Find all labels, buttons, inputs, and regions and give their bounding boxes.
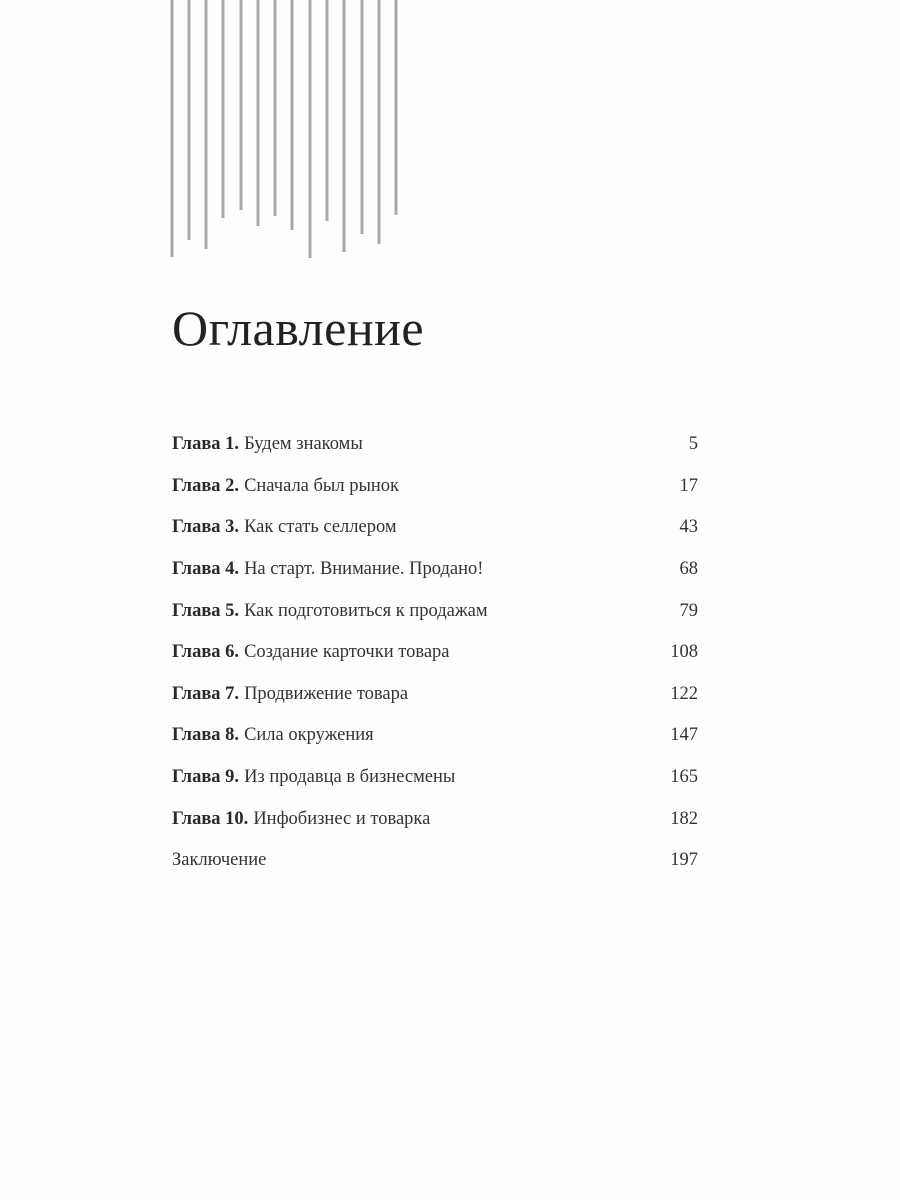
toc-entry-label [172,601,488,622]
toc-chapter-title: Как стать селлером [244,517,397,538]
decorative-vertical-lines [0,0,420,270]
toc-chapter-number: Глава 9. [172,767,240,788]
toc-page-number: 5 [688,434,698,455]
page-title: Оглавление [172,300,425,356]
toc-entry-label [172,642,450,663]
toc-page-number: 68 [679,559,698,580]
toc-page-number: 147 [670,725,698,746]
toc-entry-label [172,684,408,705]
toc-chapter-number: Глава 4. [172,559,240,580]
toc-entry-label [172,559,483,580]
toc-chapter-title: На старт. Внимание. Продано! [244,559,484,580]
toc-page-number: 122 [670,683,698,704]
toc-chapter-title: Из продавца в бизнесмены [244,767,456,788]
toc-page-number: 182 [670,808,698,829]
toc-chapter-title: Продвижение товара [244,683,409,704]
toc-chapter-number: Глава 2. [172,475,240,496]
toc-chapter-number: Глава 8. [172,725,240,746]
toc-chapter-title: Как подготовиться к продажам [244,600,488,621]
table-of-contents [172,424,698,882]
toc-entry-label [172,517,397,538]
toc-chapter-title: Сила окружения [244,725,374,746]
toc-chapter-title: Будем знакомы [244,434,363,455]
toc-entry-label [172,850,266,871]
toc-entry[interactable] [172,715,698,757]
toc-page-number: 165 [670,767,698,788]
toc-chapter-number: Глава 3. [172,517,240,538]
toc-entry[interactable] [172,466,698,508]
toc-conclusion-title: Заключение [172,850,267,871]
toc-page-number: 17 [679,475,698,496]
toc-page-number: 79 [679,600,698,621]
toc-chapter-title: Создание карточки товара [244,642,450,663]
toc-chapter-title: Сначала был рынок [244,475,400,496]
toc-chapter-number: Глава 7. [172,683,240,704]
toc-entry[interactable] [172,632,698,674]
toc-chapter-number: Глава 10. [172,808,249,829]
toc-chapter-number: Глава 5. [172,600,240,621]
toc-entry[interactable] [172,757,698,799]
toc-entry-label [172,725,374,746]
toc-entry[interactable] [172,674,698,716]
toc-page-number: 43 [679,517,698,538]
toc-entry-label [172,434,363,455]
toc-page-number: 108 [670,642,698,663]
toc-entry[interactable] [172,840,698,882]
toc-entry[interactable] [172,590,698,632]
toc-chapter-title: Инфобизнес и товарка [253,808,431,829]
toc-entry[interactable] [172,424,698,466]
toc-page-number: 197 [670,850,698,871]
toc-entry[interactable] [172,549,698,591]
toc-chapter-number: Глава 1. [172,434,240,455]
toc-chapter-number: Глава 6. [172,642,240,663]
toc-entry-label [172,476,399,497]
toc-entry-label [172,809,430,830]
toc-entry[interactable] [172,798,698,840]
toc-entry[interactable] [172,507,698,549]
toc-entry-label [172,767,455,788]
